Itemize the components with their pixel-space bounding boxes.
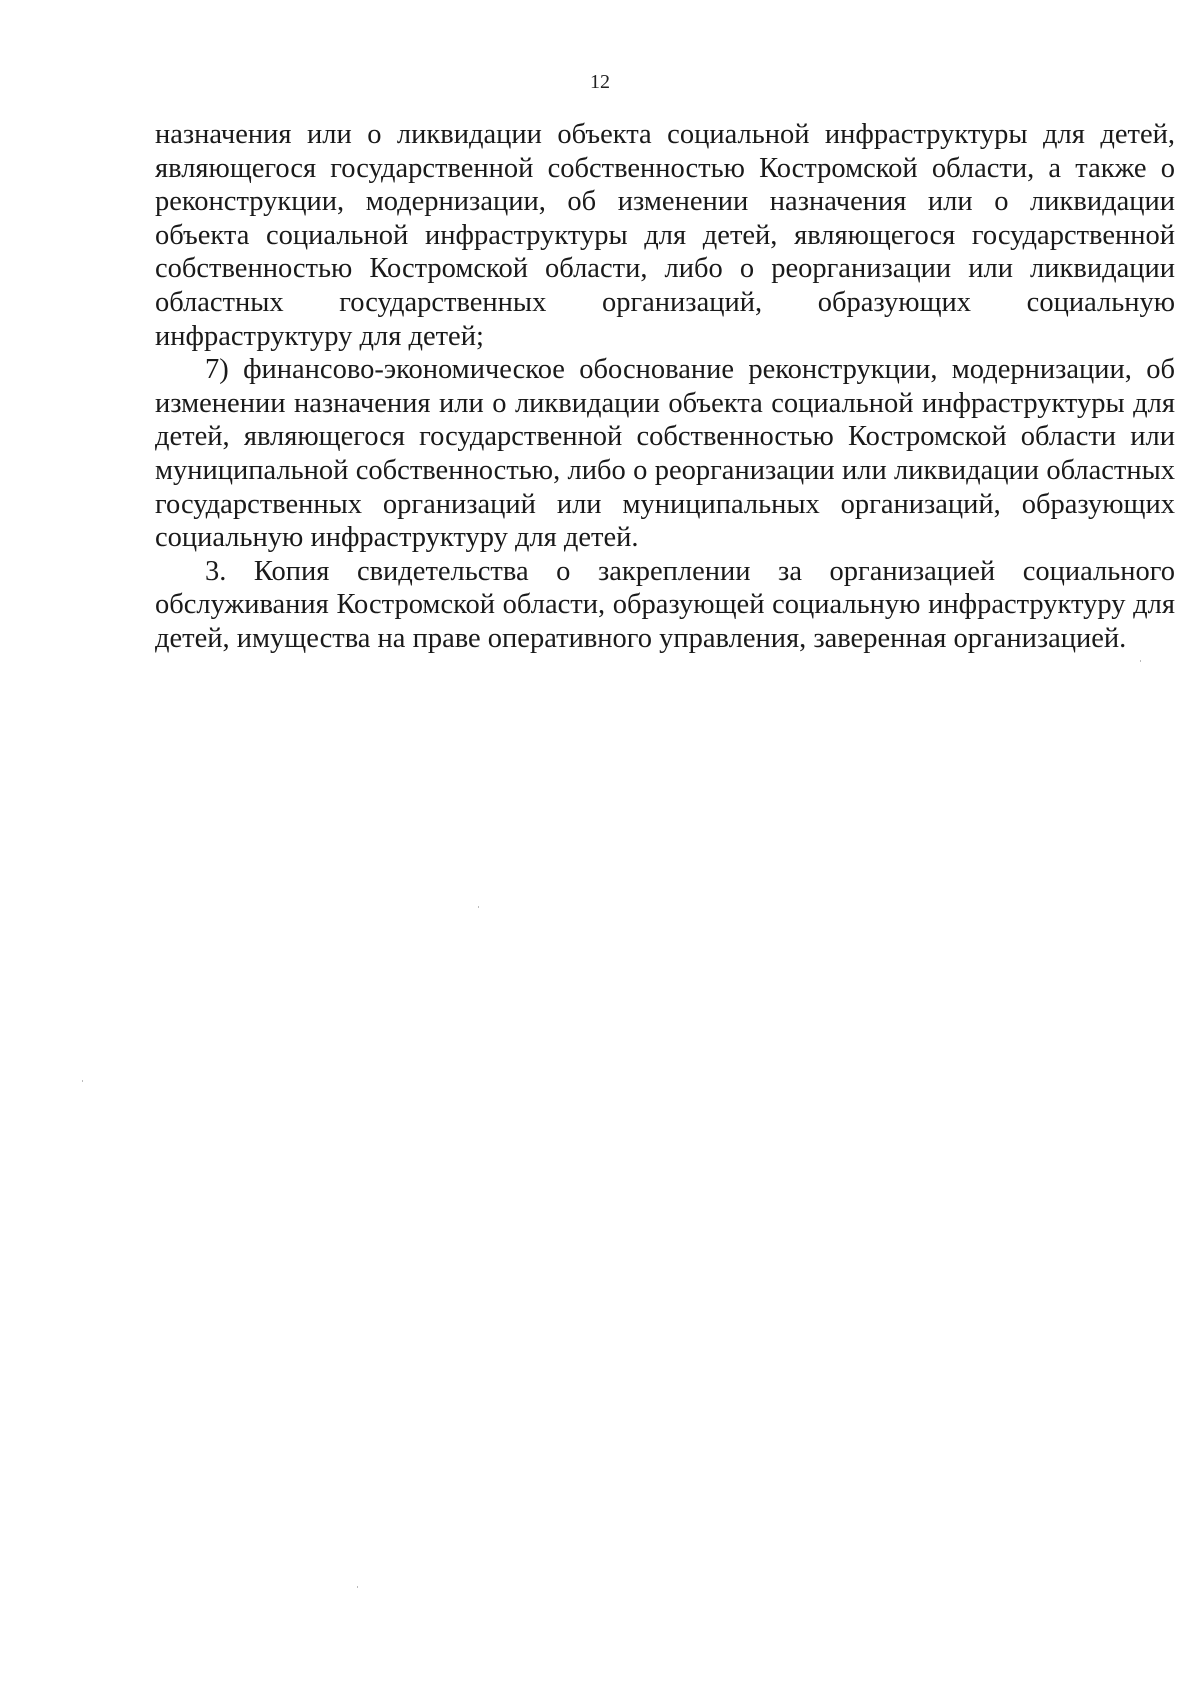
scan-speck xyxy=(478,906,479,908)
paragraph-item-3: 3. Копия свидетельства о закреплении за организацией социального обслуживания Костромской области, образующей социальную инфраструктуру для детей, имущества на праве оперативного управления, заверенная организацией. xyxy=(155,555,1175,654)
page-number: 12 xyxy=(590,71,610,93)
paragraph-continuation: назначения или о ликвидации объекта социальной инфраструктуры для детей, являющегося государственной собственностью Костромской области, а также о реконструкции, модернизации, об изменении назначения или о ликвидации объекта социальной инфраструктуры для детей, являющегося государственной собственностью Костромской области, либо о реорганизации или ликвидации областных государственных организаций, образующих социальную инфраструктуру для детей; xyxy=(155,119,1175,352)
document-body xyxy=(155,118,1175,656)
scan-speck xyxy=(357,1586,358,1588)
scan-speck xyxy=(1140,660,1141,662)
scan-speck xyxy=(82,1080,83,1082)
paragraph-item-7: 7) финансово-экономическое обоснование реконструкции, модернизации, об изменении назначения или о ликвидации объекта социальной инфраструктуры для детей, являющегося государственной собственностью Костромской области или муниципальной собственностью, либо о реорганизации или ликвидации областных государственных организаций или муниципальных организаций, образующих социальную инфраструктуру для детей. xyxy=(155,354,1175,554)
